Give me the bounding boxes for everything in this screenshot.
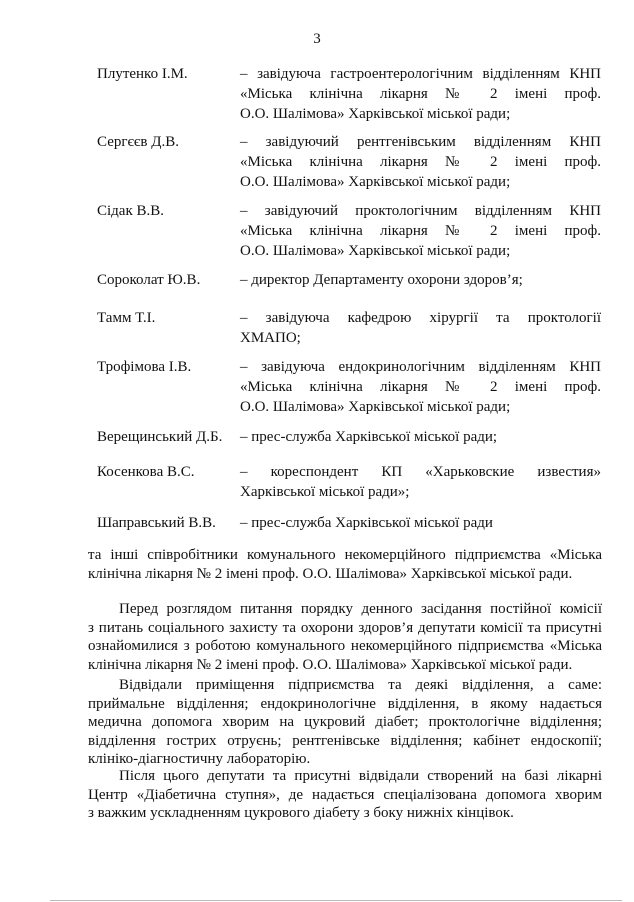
- paragraph-line: клінічна лікарня № 2 імені проф. О.О. Шалімова» Харківської міської ради.: [88, 656, 573, 673]
- paragraph-line: Відвідали приміщення підприємства та деякі відділення, а саме:: [119, 677, 602, 693]
- attendee-name: Трофімова І.В.: [97, 359, 192, 375]
- paragraph: [88, 600, 602, 674]
- attendee-role-line: «Міська клінічна лікарня № 2 імені проф.: [240, 223, 601, 239]
- attendee-name: Плутенко І.М.: [97, 66, 188, 82]
- attendee-role-line: «Міська клінічна лікарня № 2 імені проф.: [240, 379, 601, 395]
- paragraph-line: з питань соціального захисту та охорони здоров’я депутати комісії та присутні: [88, 619, 602, 636]
- attendee-name: Верещинський Д.Б.: [97, 429, 223, 445]
- paragraph-line: та інші співробітники комунального некомерційного підприємства «Міська: [88, 547, 602, 563]
- paragraph-line: Центр «Діабетична ступня», де надається спеціалізована допомога хворим: [88, 786, 602, 803]
- attendee-role: [240, 513, 601, 533]
- paragraph-line: Перед розглядом питання порядку денного засідання постійної комісії: [119, 601, 602, 617]
- attendee-role-line: О.О. Шалімова» Харківської міської ради;: [240, 106, 511, 122]
- attendee-role-line: – прес-служба Харківської міської ради: [240, 515, 493, 531]
- attendee-name: Шаправський В.В.: [97, 515, 216, 531]
- paragraph: [88, 767, 602, 823]
- attendee-role-line: ХМАПО;: [240, 330, 301, 346]
- attendee-role: [240, 357, 601, 417]
- attendee-role-line: О.О. Шалімова» Харківської міської ради;: [240, 174, 511, 190]
- attendee-role-line: О.О. Шалімова» Харківської міської ради;: [240, 243, 511, 259]
- attendee-role-line: – кореспондент КП «Харьковские известия»: [240, 464, 601, 480]
- attendee-role-line: – завідуюча кафедрою хірургії та проктології: [240, 310, 601, 326]
- paragraph-line: приймальне відділення; ендокринологічне відділення, в якому надається: [88, 695, 602, 712]
- attendee-role: [240, 462, 601, 502]
- paragraph-line: медична допомога хворим на цукровий діабет; проктологічне відділення;: [88, 714, 602, 730]
- attendee-name: Сороколат Ю.В.: [97, 272, 201, 288]
- paragraph: [88, 546, 602, 583]
- attendee-name: Сергєєв Д.В.: [97, 134, 179, 150]
- attendee-role-line: Харківської міської ради»;: [240, 484, 410, 500]
- attendee-role: [240, 201, 601, 261]
- paragraph-line: Після цього депутати та присутні відвідали створений на базі лікарні: [119, 768, 602, 784]
- page-bottom-edge: [50, 900, 622, 901]
- attendee-role: [240, 132, 601, 192]
- page-number: 3: [313, 31, 321, 47]
- attendee-role-line: – директор Департаменту охорони здоров’я;: [240, 272, 523, 288]
- paragraph-line: клінічна лікарня № 2 імені проф. О.О. Шалімова» Харківської міської ради.: [88, 565, 573, 582]
- attendee-role-line: – завідуюча ендокринологічним відділенням КНП: [240, 359, 601, 375]
- paragraph: [88, 676, 602, 769]
- attendee-role: [240, 270, 601, 290]
- attendee-role-line: «Міська клінічна лікарня № 2 імені проф.: [240, 154, 601, 170]
- attendee-role-line: – завідуюча гастроентерологічним відділенням КНП: [240, 66, 601, 82]
- attendee-role: [240, 308, 601, 348]
- attendee-role-line: О.О. Шалімова» Харківської міської ради;: [240, 399, 511, 415]
- paragraph-line: ознайомилися з роботою комунального некомерційного підприємства «Міська: [88, 638, 602, 654]
- paragraph-line: відділення гострих отруєнь; рентгенівське відділення; кабінет ендоскопії;: [88, 732, 602, 749]
- paragraph-line: з важким ускладненням цукрового діабету з боку нижніх кінцівок.: [88, 805, 514, 821]
- attendee-role-line: – завідуючий проктологічним відділенням КНП: [240, 203, 601, 219]
- paragraph-line: клініко-діагностичну лабораторію.: [88, 751, 311, 767]
- attendee-role-line: – завідуючий рентгенівським відділенням КНП: [240, 134, 601, 150]
- attendee-name: Косенкова В.С.: [97, 464, 195, 480]
- attendee-role: [240, 427, 601, 447]
- attendee-name: Сідак В.В.: [97, 203, 165, 219]
- attendee-role-line: – прес-служба Харківської міської ради;: [240, 429, 498, 445]
- attendee-role-line: «Міська клінічна лікарня № 2 імені проф.: [240, 86, 601, 102]
- attendee-name: Тамм Т.І.: [97, 310, 156, 326]
- attendee-role: [240, 64, 601, 124]
